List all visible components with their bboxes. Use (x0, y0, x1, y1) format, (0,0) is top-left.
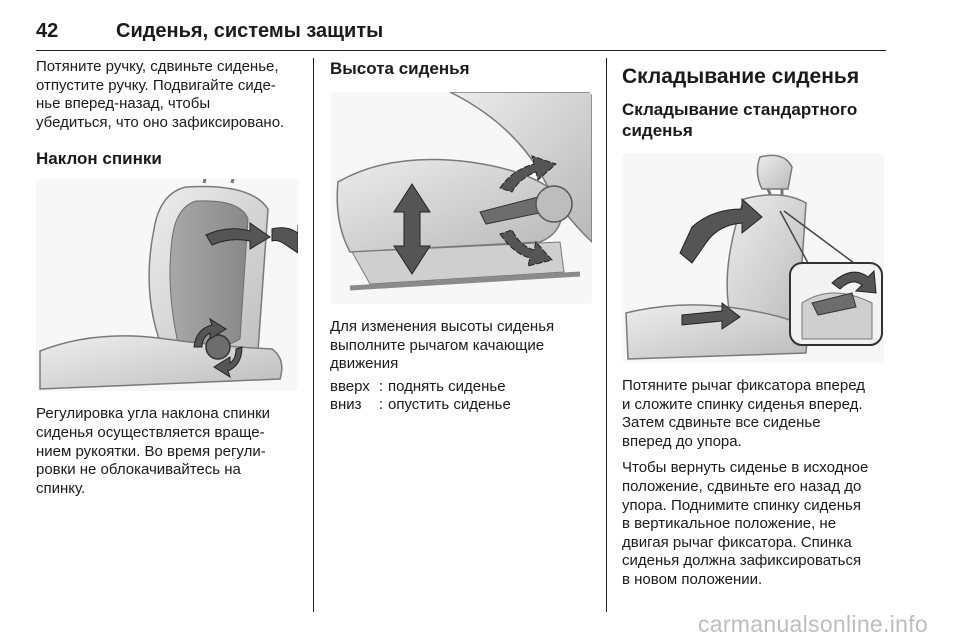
text-line: Затем сдвиньте все сиденье (622, 414, 821, 432)
text-line: выполните рычагом качающие (330, 336, 545, 354)
text-line: нье вперед-назад, чтобы (36, 95, 211, 113)
seat-fold-illustration (622, 153, 884, 363)
text-line: нием рукоятки. Во время регули- (36, 442, 266, 460)
standard-seat-heading (622, 99, 888, 141)
move-separator: : (378, 396, 384, 414)
text-line: движения (330, 355, 399, 373)
fold-text-1 (622, 377, 888, 451)
text-line: и сложите спинку сиденья вперед. (622, 395, 863, 413)
text-line: в вертикальное положение, не (622, 515, 837, 533)
text-line: спинку. (36, 479, 86, 497)
column-1 (36, 58, 302, 498)
text-line: отпустите ручку. Подвигайте сиде- (36, 76, 276, 94)
move-key: вниз (330, 396, 362, 414)
move-value: поднять сиденье (388, 377, 506, 395)
move-value: опустить сиденье (388, 396, 511, 414)
table-row (330, 378, 511, 397)
fold-text-2 (622, 459, 888, 589)
text-line: ровки не облокачивайтесь на (36, 461, 241, 479)
text-line: вперед до упора. (622, 432, 742, 450)
heading-line: сиденья (622, 121, 693, 140)
backrest-text (36, 405, 302, 498)
text-line: сиденья осуществляется враще- (36, 423, 265, 441)
backrest-heading: Наклон спинки (36, 149, 162, 169)
text-line: Чтобы вернуть сиденье в исходное (622, 459, 869, 477)
column-divider-1 (313, 58, 314, 612)
fold-heading: Складывание сиденья (622, 65, 860, 88)
seat-height-illustration (330, 92, 592, 304)
text-line: Регулировка угла наклона спинки (36, 405, 271, 423)
text-line: положение, сдвиньте его назад до (622, 477, 862, 495)
column-2 (330, 58, 592, 415)
page-number: 42 (36, 20, 59, 42)
text-line: сиденья должна зафиксироваться (622, 552, 862, 570)
text-line: Для изменения высоты сиденья (330, 318, 555, 335)
backrest-tilt-illustration (36, 179, 298, 391)
text-line: двигая рычаг фиксатора. Спинка (622, 533, 852, 551)
height-text (330, 318, 592, 374)
intro-text (36, 58, 302, 132)
text-line: Потяните рычаг фиксатора вперед (622, 377, 865, 394)
move-separator: : (378, 377, 384, 395)
text-line: убедиться, что оно зафиксировано. (36, 113, 285, 131)
column-divider-2 (606, 58, 607, 612)
table-row (330, 396, 511, 415)
height-heading: Высота сиденья (330, 59, 470, 78)
lever-moves-table (330, 378, 511, 415)
page-header (36, 14, 886, 51)
section-title: Сиденья, системы защиты (116, 20, 384, 42)
move-key: вверх (330, 377, 370, 395)
watermark: carmanualsonline.info (697, 611, 928, 637)
column-3 (622, 58, 888, 590)
text-line: упора. Поднимите спинку сиденья (622, 496, 861, 514)
text-line: Потяните ручку, сдвиньте сиденье, (36, 58, 279, 75)
heading-line: Складывание стандартного (622, 100, 858, 119)
text-line: в новом положении. (622, 570, 763, 588)
